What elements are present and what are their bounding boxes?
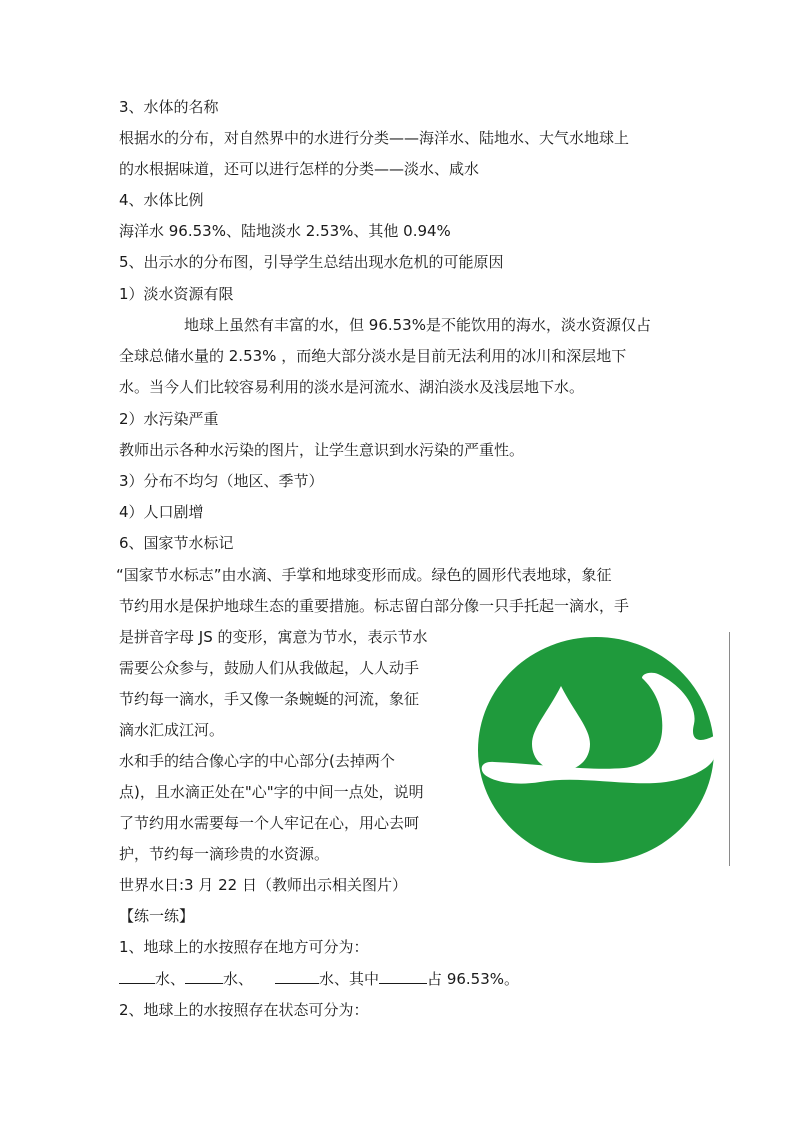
subheading-water-pollution: 2）水污染严重 — [119, 410, 219, 428]
blank-2[interactable] — [185, 967, 223, 984]
paragraph-line: “国家节水标志”由水滴、手掌和地球变形而成。绿色的圆形代表地球，象征 — [116, 566, 612, 584]
image-border — [729, 632, 730, 866]
fill-text: 水、 — [223, 970, 254, 988]
subheading-population-growth: 4）人口剧增 — [119, 503, 204, 521]
subheading-uneven-distribution: 3）分布不均匀（地区、季节） — [119, 472, 324, 490]
paragraph-line: 节约用水是保护地球生态的重要措施。标志留白部分像一只手托起一滴水，手 — [119, 597, 630, 615]
paragraph-line: 需要公众参与，鼓励人们从我做起，人人动手 — [119, 659, 420, 677]
paragraph-line: 水。当今人们比较容易利用的淡水是河流水、湖泊淡水及浅层地下水。 — [119, 378, 585, 396]
world-water-day-line: 世界水日:3 月 22 日（教师出示相关图片） — [119, 876, 407, 894]
paragraph-line: 海洋水 96.53%、陆地淡水 2.53%、其他 0.94% — [119, 222, 451, 240]
blank-4[interactable] — [379, 967, 427, 984]
paragraph-line: 节约每一滴水，手又像一条蜿蜒的河流，象征 — [119, 690, 420, 708]
fill-blank-line — [119, 967, 519, 989]
paragraph-line: 地球上虽然有丰富的水，但 96.53%是不能饮用的海水，淡水资源仅占 — [184, 316, 651, 334]
paragraph-line: 点)，且水滴正处在"心"字的中间一点处，说明 — [119, 783, 424, 801]
paragraph-line: 了节约用水需要每一个人牢记在心，用心去呵 — [119, 814, 420, 832]
heading-water-body-names: 3、水体的名称 — [119, 98, 219, 116]
fill-text: 水、 — [155, 970, 186, 988]
heading-water-ratio: 4、水体比例 — [119, 191, 204, 209]
paragraph-line: 水和手的结合像心字的中心部分(去掉两个 — [119, 752, 395, 770]
fill-text: 水、其中 — [319, 970, 380, 988]
question-1: 1、地球上的水按照存在地方可分为： — [119, 938, 369, 956]
question-2: 2、地球上的水按照存在状态可分为： — [119, 1001, 369, 1019]
fill-text: 占 96.53%。 — [427, 970, 520, 988]
paragraph-line: 的水根据味道，还可以进行怎样的分类——淡水、咸水 — [119, 160, 480, 178]
heading-water-distribution: 5、出示水的分布图，引导学生总结出现水危机的可能原因 — [119, 253, 504, 271]
blank-1[interactable] — [119, 967, 155, 984]
heading-national-water-mark: 6、国家节水标记 — [119, 534, 234, 552]
blank-3[interactable] — [275, 967, 319, 984]
heading-practice: 【练一练】 — [119, 907, 195, 925]
paragraph-line: 是拼音字母 JS 的变形，寓意为节水，表示节水 — [119, 628, 428, 646]
paragraph-line: 教师出示各种水污染的图片，让学生意识到水污染的严重性。 — [119, 441, 525, 459]
paragraph-line: 全球总储水量的 2.53% ，而绝大部分淡水是目前无法利用的冰川和深层地下 — [119, 347, 627, 365]
paragraph-line: 护，节约每一滴珍贵的水资源。 — [119, 845, 330, 863]
paragraph-line: 滴水汇成江河。 — [119, 721, 225, 739]
water-saving-logo-icon — [476, 636, 716, 864]
paragraph-line: 根据水的分布，对自然界中的水进行分类——海洋水、陆地水、大气水地球上 — [119, 129, 630, 147]
subheading-limited-freshwater: 1）淡水资源有限 — [119, 285, 234, 303]
